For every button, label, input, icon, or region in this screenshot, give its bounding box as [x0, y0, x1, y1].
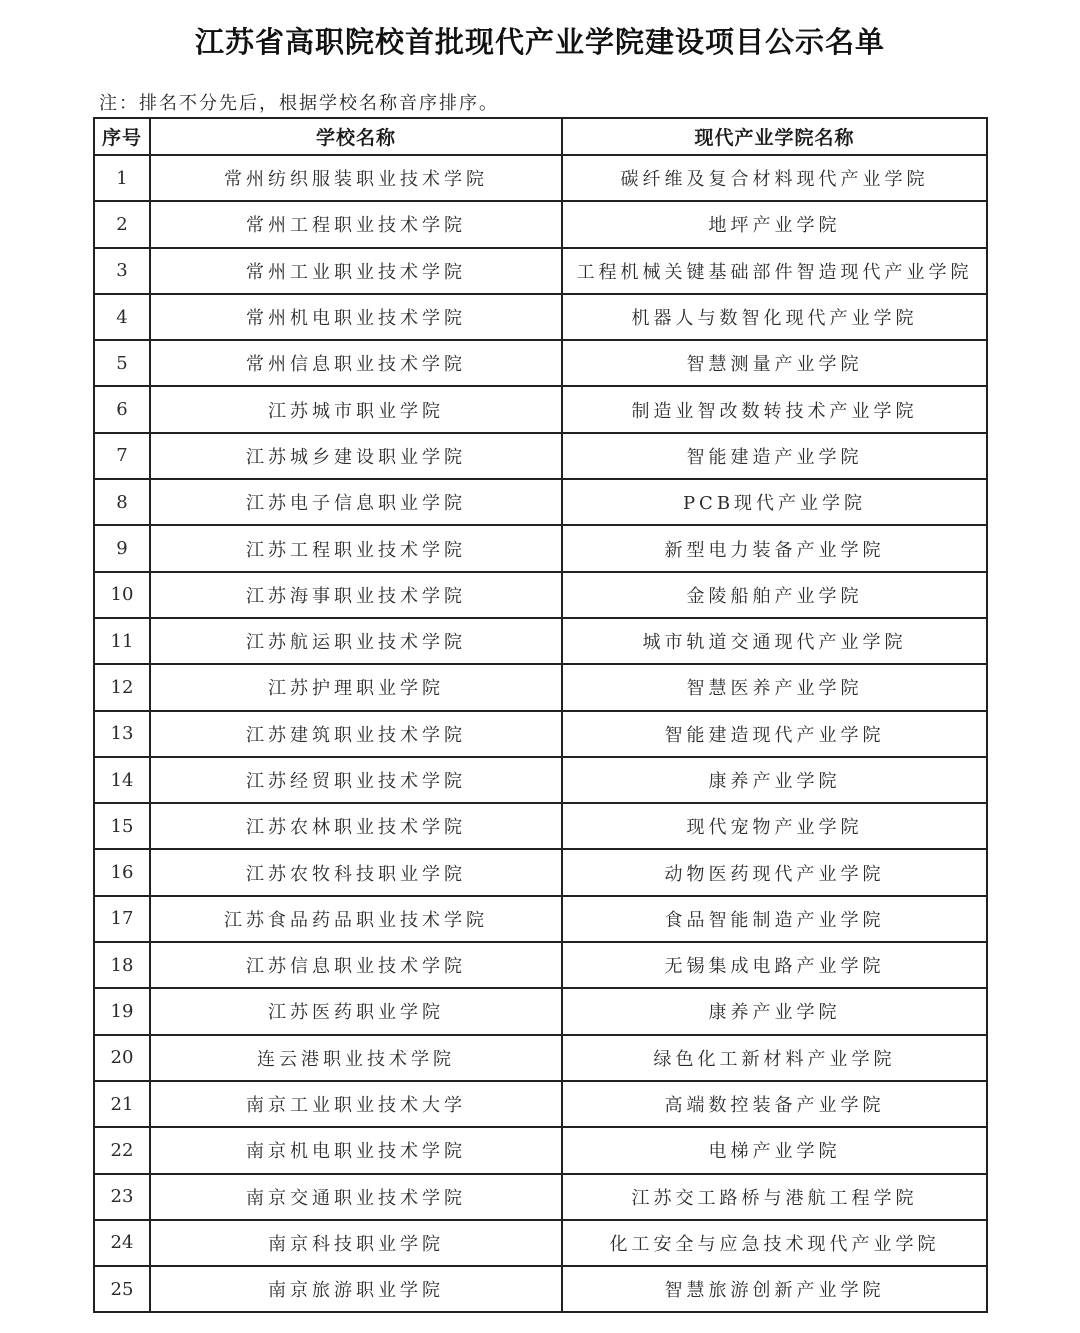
college-name-cell: 地坪产业学院	[562, 201, 987, 247]
row-index: 19	[94, 988, 150, 1034]
school-name-cell: 江苏食品药品职业技术学院	[150, 896, 562, 942]
table-row	[94, 294, 987, 340]
school-name-cell: 江苏建筑职业技术学院	[150, 711, 562, 757]
table-row	[94, 849, 987, 895]
table-row	[94, 525, 987, 571]
college-name-cell: 动物医药现代产业学院	[562, 849, 987, 895]
sort-note: 注：排名不分先后，根据学校名称音序排序。	[99, 93, 499, 114]
school-name-cell: 常州纺织服装职业技术学院	[150, 155, 562, 201]
header-school-name: 学校名称	[150, 118, 562, 155]
school-name-cell: 江苏农林职业技术学院	[150, 803, 562, 849]
school-name-cell: 江苏经贸职业技术学院	[150, 757, 562, 803]
row-index: 20	[94, 1035, 150, 1081]
college-name-cell: 江苏交工路桥与港航工程学院	[562, 1174, 987, 1220]
row-index: 23	[94, 1174, 150, 1220]
row-index: 16	[94, 849, 150, 895]
row-index: 11	[94, 618, 150, 664]
row-index: 6	[94, 386, 150, 432]
school-name-cell: 江苏医药职业学院	[150, 988, 562, 1034]
college-name-cell: 制造业智改数转技术产业学院	[562, 386, 987, 432]
school-name-cell: 常州工业职业技术学院	[150, 248, 562, 294]
school-name-cell: 常州信息职业技术学院	[150, 340, 562, 386]
row-index: 22	[94, 1127, 150, 1173]
row-index: 10	[94, 572, 150, 618]
table-row	[94, 988, 987, 1034]
college-name-cell: 无锡集成电路产业学院	[562, 942, 987, 988]
table-row	[94, 1127, 987, 1173]
school-name-cell: 江苏城市职业学院	[150, 386, 562, 432]
row-index: 24	[94, 1220, 150, 1266]
table-row	[94, 896, 987, 942]
college-name-cell: 碳纤维及复合材料现代产业学院	[562, 155, 987, 201]
college-name-cell: 智慧旅游创新产业学院	[562, 1266, 987, 1312]
row-index: 9	[94, 525, 150, 571]
school-name-cell: 常州机电职业技术学院	[150, 294, 562, 340]
table-row	[94, 1081, 987, 1127]
school-name-cell: 常州工程职业技术学院	[150, 201, 562, 247]
college-name-cell: 智慧测量产业学院	[562, 340, 987, 386]
college-name-cell: 康养产业学院	[562, 988, 987, 1034]
table-row	[94, 201, 987, 247]
college-name-cell: PCB现代产业学院	[562, 479, 987, 525]
table-row	[94, 433, 987, 479]
school-name-cell: 南京交通职业技术学院	[150, 1174, 562, 1220]
row-index: 15	[94, 803, 150, 849]
school-name-cell: 江苏城乡建设职业学院	[150, 433, 562, 479]
college-name-cell: 智能建造现代产业学院	[562, 711, 987, 757]
school-name-cell: 江苏电子信息职业学院	[150, 479, 562, 525]
row-index: 3	[94, 248, 150, 294]
college-name-cell: 现代宠物产业学院	[562, 803, 987, 849]
school-name-cell: 南京科技职业学院	[150, 1220, 562, 1266]
table-row	[94, 386, 987, 432]
row-index: 4	[94, 294, 150, 340]
college-name-cell: 高端数控装备产业学院	[562, 1081, 987, 1127]
header-index: 序号	[94, 118, 150, 155]
college-name-cell: 绿色化工新材料产业学院	[562, 1035, 987, 1081]
table-row	[94, 479, 987, 525]
college-name-cell: 工程机械关键基础部件智造现代产业学院	[562, 248, 987, 294]
school-name-cell: 南京旅游职业学院	[150, 1266, 562, 1312]
table-row	[94, 1035, 987, 1081]
college-name-cell: 智慧医养产业学院	[562, 664, 987, 710]
college-name-cell: 智能建造产业学院	[562, 433, 987, 479]
page-title: 江苏省高职院校首批现代产业学院建设项目公示名单	[194, 25, 885, 59]
header-college-name: 现代产业学院名称	[562, 118, 987, 155]
row-index: 21	[94, 1081, 150, 1127]
college-list-table	[93, 117, 988, 1313]
row-index: 7	[94, 433, 150, 479]
table-row	[94, 711, 987, 757]
row-index: 8	[94, 479, 150, 525]
college-name-cell: 电梯产业学院	[562, 1127, 987, 1173]
college-name-cell: 新型电力装备产业学院	[562, 525, 987, 571]
row-index: 1	[94, 155, 150, 201]
row-index: 13	[94, 711, 150, 757]
table-row	[94, 1266, 987, 1312]
table-row	[94, 248, 987, 294]
school-name-cell: 江苏工程职业技术学院	[150, 525, 562, 571]
school-name-cell: 江苏航运职业技术学院	[150, 618, 562, 664]
table-row	[94, 618, 987, 664]
school-name-cell: 南京机电职业技术学院	[150, 1127, 562, 1173]
table-row	[94, 803, 987, 849]
college-name-cell: 食品智能制造产业学院	[562, 896, 987, 942]
college-name-cell: 康养产业学院	[562, 757, 987, 803]
row-index: 12	[94, 664, 150, 710]
row-index: 25	[94, 1266, 150, 1312]
table-body	[94, 155, 987, 1312]
college-name-cell: 化工安全与应急技术现代产业学院	[562, 1220, 987, 1266]
table-row	[94, 942, 987, 988]
college-name-cell: 金陵船舶产业学院	[562, 572, 987, 618]
row-index: 14	[94, 757, 150, 803]
school-name-cell: 南京工业职业技术大学	[150, 1081, 562, 1127]
school-name-cell: 江苏农牧科技职业学院	[150, 849, 562, 895]
table-row	[94, 572, 987, 618]
row-index: 18	[94, 942, 150, 988]
row-index: 17	[94, 896, 150, 942]
table-row	[94, 664, 987, 710]
school-name-cell: 连云港职业技术学院	[150, 1035, 562, 1081]
table-row	[94, 1174, 987, 1220]
row-index: 5	[94, 340, 150, 386]
college-name-cell: 机器人与数智化现代产业学院	[562, 294, 987, 340]
college-name-cell: 城市轨道交通现代产业学院	[562, 618, 987, 664]
table-header-row	[94, 118, 987, 155]
school-name-cell: 江苏护理职业学院	[150, 664, 562, 710]
school-name-cell: 江苏海事职业技术学院	[150, 572, 562, 618]
table-row	[94, 155, 987, 201]
row-index: 2	[94, 201, 150, 247]
table-row	[94, 757, 987, 803]
school-name-cell: 江苏信息职业技术学院	[150, 942, 562, 988]
table-row	[94, 1220, 987, 1266]
table-row	[94, 340, 987, 386]
